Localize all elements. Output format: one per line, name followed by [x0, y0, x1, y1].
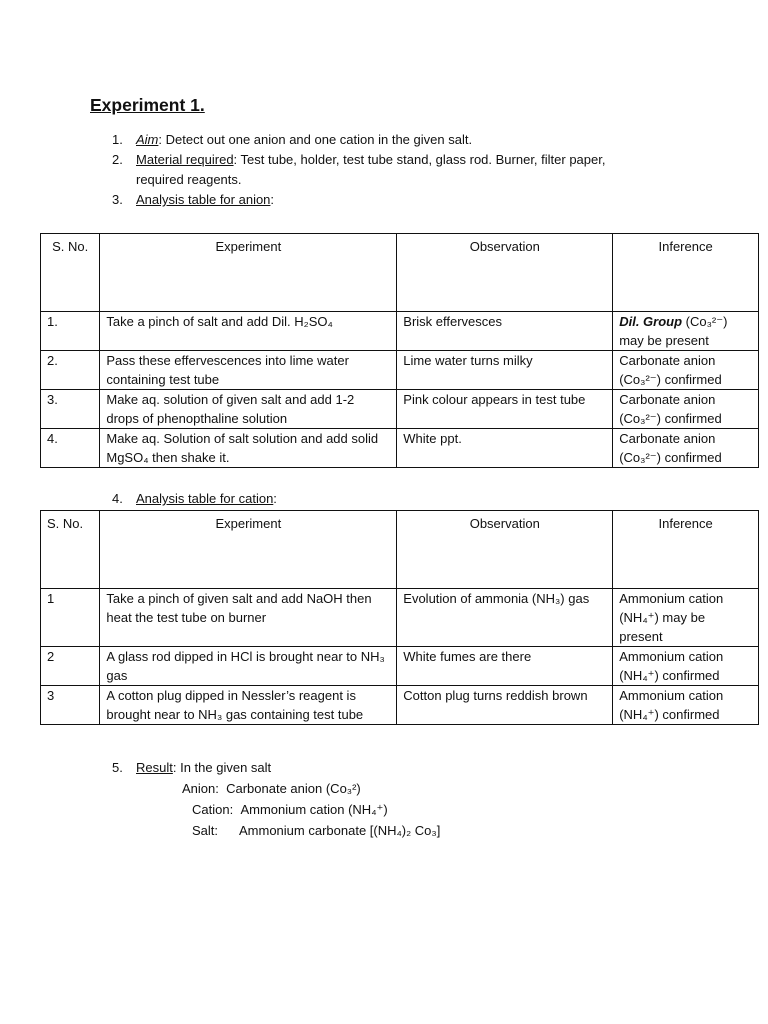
result-text: : In the given salt: [172, 760, 272, 775]
material-item: [112, 150, 605, 170]
aim-label: Aim: [136, 132, 159, 147]
header-sno: S. No.: [41, 511, 100, 589]
cell-observation: Evolution of ammonia (NH₃) gas: [397, 589, 613, 647]
result-salt: [112, 820, 440, 841]
cell-experiment: Take a pinch of salt and add Dil. H₂SO₄: [100, 312, 397, 351]
result-cation: [112, 799, 440, 820]
table-row: [41, 647, 759, 686]
cell-sno: 1.: [41, 312, 100, 351]
cell-observation: Pink colour appears in test tube: [397, 390, 613, 429]
cell-inference: Ammonium cation (NH₄⁺) confirmed: [613, 647, 759, 686]
anion-label: Anion:: [182, 781, 219, 796]
cell-inference: Carbonate anion (Co₃²⁻) confirmed: [613, 429, 759, 468]
table-header-row: [41, 511, 759, 589]
cell-sno: 4.: [41, 429, 100, 468]
table-row: [41, 686, 759, 725]
cation-analysis-table: [40, 510, 759, 725]
cell-inference: [613, 312, 759, 351]
cation-label: Cation:: [192, 802, 234, 817]
aim-item: [112, 130, 605, 150]
table-row: [41, 351, 759, 390]
salt-value: Ammonium carbonate [(NH₄)₂ Co₃]: [239, 823, 441, 838]
anion-heading-colon: :: [270, 192, 275, 207]
header-inference: Inference: [613, 234, 759, 312]
result-heading: [112, 757, 440, 778]
anion-table-heading: [112, 190, 605, 210]
header-experiment: Experiment: [100, 511, 397, 589]
cell-observation: Brisk effervesces: [397, 312, 613, 351]
header-sno: S. No.: [41, 234, 100, 312]
cation-heading-number: 4.: [112, 491, 123, 506]
cell-sno: 3.: [41, 390, 100, 429]
cation-table-heading: [112, 489, 277, 509]
intro-list: [112, 130, 605, 210]
cell-experiment: Take a pinch of given salt and add NaOH then heat the test tube on burner: [100, 589, 397, 647]
anion-heading-label: Analysis table for anion: [136, 192, 271, 207]
cell-inference: Ammonium cation (NH₄⁺) confirmed: [613, 686, 759, 725]
inference-text: (Co₃²⁻) may be present: [619, 314, 728, 348]
cell-experiment: A cotton plug dipped in Nessler’s reagent is brought near to NH₃ gas containing test tube: [100, 686, 397, 725]
header-inference: Inference: [613, 511, 759, 589]
anion-heading-number: 3.: [112, 192, 123, 207]
cell-inference: Ammonium cation (NH₄⁺) may be present: [613, 589, 759, 647]
cell-experiment: A glass rod dipped in HCl is brought near to NH₃ gas: [100, 647, 397, 686]
material-text: : Test tube, holder, test tube stand, glass rod. Burner, filter paper,: [233, 152, 606, 167]
result-anion: [112, 778, 440, 799]
cell-observation: White ppt.: [397, 429, 613, 468]
cell-experiment: Make aq. Solution of salt solution and add solid MgSO₄ then shake it.: [100, 429, 397, 468]
result-label: Result: [136, 760, 173, 775]
table-row: [41, 312, 759, 351]
header-experiment: Experiment: [100, 234, 397, 312]
table-row: [41, 390, 759, 429]
material-label: Material required: [136, 152, 234, 167]
cation-heading-colon: :: [273, 491, 277, 506]
result-number: 5.: [112, 760, 123, 775]
cell-experiment: Make aq. solution of given salt and add 1-2 drops of phenopthaline solution: [100, 390, 397, 429]
cell-observation: Cotton plug turns reddish brown: [397, 686, 613, 725]
cell-experiment: Pass these effervescences into lime water containing test tube: [100, 351, 397, 390]
table-row: [41, 589, 759, 647]
cell-observation: Lime water turns milky: [397, 351, 613, 390]
material-number: 2.: [112, 152, 123, 167]
cation-value: Ammonium cation (NH₄⁺): [240, 802, 388, 817]
salt-label: Salt:: [192, 823, 219, 838]
table-row: [41, 429, 759, 468]
cell-sno: 2.: [41, 351, 100, 390]
anion-analysis-table: [40, 233, 759, 468]
aim-text: : Detect out one anion and one cation in the given salt.: [158, 132, 473, 147]
table-header-row: [41, 234, 759, 312]
cell-sno: 1: [41, 589, 100, 647]
result-section: [112, 757, 440, 841]
dil-group-label: Dil. Group: [619, 314, 683, 329]
aim-number: 1.: [112, 132, 123, 147]
cell-inference: Carbonate anion (Co₃²⁻) confirmed: [613, 351, 759, 390]
cell-inference: Carbonate anion (Co₃²⁻) confirmed: [613, 390, 759, 429]
cell-sno: 3: [41, 686, 100, 725]
header-observation: Observation: [397, 511, 613, 589]
cell-sno: 2: [41, 647, 100, 686]
cell-observation: White fumes are there: [397, 647, 613, 686]
anion-value: Carbonate anion (Co₃²): [226, 781, 361, 796]
page-title: Experiment 1.: [90, 95, 205, 115]
cation-heading-label: Analysis table for cation: [136, 491, 274, 506]
material-text-continued: required reagents.: [136, 172, 242, 187]
header-observation: Observation: [397, 234, 613, 312]
